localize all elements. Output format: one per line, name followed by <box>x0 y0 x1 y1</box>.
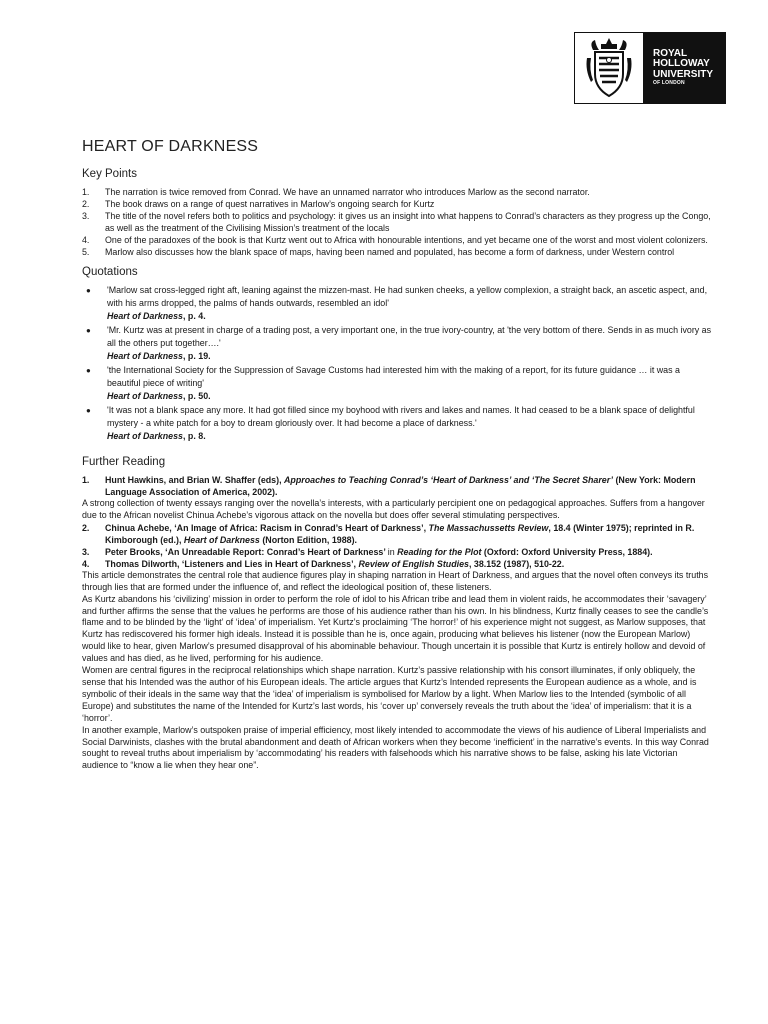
logo-line-holloway: HOLLOWAY <box>653 58 710 70</box>
logo-line-university: UNIVERSITY <box>653 68 714 80</box>
logo-line-royal: ROYAL <box>653 47 688 59</box>
key-points-list <box>82 186 712 258</box>
further-reading-heading: Further Reading <box>82 456 166 468</box>
reading-item: 2. Chinua Achebe, ‘An Image of Africa: Racism in Conrad’s Heart of Darkness’, The Massachussetts Review, 18.4 (Winter 1975); reprinted in R. Kimborough (ed.), Heart of Darkness (Norton Edition, 1988). <box>82 522 695 545</box>
quote-text: 'It was not a blank space any more. It had got filled since my boyhood with rivers and lakes and names. It had ceased to be a blank space of delightful mystery - a white patch for a boy to dream gloriously over. It had become a place of darkness.' <box>107 405 695 428</box>
quote-source: Heart of Darkness, p. 4. <box>107 311 206 321</box>
reading-annotation: Women are central figures in the reciprocal relationships which shape narration. Kurtz’s passive relationship with his consort illuminates, if only obliquely, the sense that his Intended was the author of his European ideals. The article argues that Kurtz’s Intended represents the European audience as a whole, and is symbolic of their ideals in the same way that the ‘idea’ of imperialism is symbolised for Marlow by a light. When Marlow lies to the Intended (symbolic of all Europe) and substitutes the name of the Intended for Kurtz’s last words, his ‘cover up’ conversely reveals the truth about the ‘idea’ of imperialism: that it is a ‘horror’. <box>82 665 697 723</box>
bullet-icon: ● <box>86 286 91 295</box>
reading-annotation: A strong collection of twenty essays ranging over the novella’s interests, with a particularly percipient one on pedagogical approaches. Suffers from a hangover due to the African novelist Chinua Achebe’s vigorous attack on the novella but does offer several stimulating perspectives. <box>82 498 705 520</box>
quote-source: Heart of Darkness, p. 8. <box>107 431 206 441</box>
reading-annotation: As Kurtz abandons his ‘civilizing’ mission in order to perform the role of idol to his African tribe and lead them in violent raids, he accommodates their ‘savagery’ and further affirms the sense that the values he performs are those of his audience rather than his own. In his blindness, Kurtz finally ceases to see the candle’s flame and to be blinded by the ‘light’ of ‘idea’ of imperialism. Yet Kurtz’s proclaiming ‘The horror!’ of his experience might not suggest, as Marlow supposes, that Kurtz has rediscovered his former high ideals. Instead it is possible than he is, once again, producing what believes his listener (now the European Marlow) would like to hear, given Marlow’s presumed disapproval of his abominable behaviour. Though uncertain it is possible that Kurtz is entirely hollow and devoid of values and has died, as he lived, performing for his audience. <box>82 593 709 664</box>
bullet-icon: ● <box>86 366 91 375</box>
university-logo <box>574 32 726 104</box>
logo-line-of-london: OF LONDON <box>653 80 685 87</box>
reading-item: 4. Thomas Dilworth, ‘Listeners and Lies in Heart of Darkness’, Review of English Studies, 38.152 (1987), 510-22. <box>82 558 565 569</box>
list-item: 4. One of the paradoxes of the book is that Kurtz went out to Africa with honourable intentions, and yet became one of the worst and most violent colonizers. <box>82 235 708 245</box>
document-body <box>82 138 712 772</box>
bullet-icon: ● <box>86 406 91 415</box>
quote-text: 'Marlow sat cross-legged right aft, leaning against the mizzen-mast. He had sunken cheeks, a yellow complexion, a straight back, an ascetic aspect, and, with his arms dropped, the palms of hands outwards, resembled an idol' <box>107 285 708 308</box>
quote-item <box>82 364 712 403</box>
page-title: HEART OF DARKNESS <box>82 138 259 155</box>
bullet-icon: ● <box>86 326 91 335</box>
quote-source: Heart of Darkness, p. 19. <box>107 351 211 361</box>
quote-source: Heart of Darkness, p. 50. <box>107 391 211 401</box>
list-item: 3. The title of the novel refers both to politics and psychology: it gives us an insight into what happens to Conrad’s characters as they progress up the Congo, as well as the treatment of the Civilising Mission’s treatment of the locals <box>82 211 711 233</box>
quotations-heading: Quotations <box>82 266 138 278</box>
quote-item <box>82 284 712 323</box>
reading-item: 1. Hunt Hawkins, and Brian W. Shaffer (eds), Approaches to Teaching Conrad’s ‘Heart of Darkness’ and ‘The Secret Sharer’ (New York: Modern Language Association of America, 2002). <box>82 475 696 497</box>
reading-annotation: In another example, Marlow’s outspoken praise of imperial efficiency, most likely intended to accommodate the views of his audience of Liberal Imperialists and Social Darwinists, clashes with the brutal abandonment and death of African workers when they become ‘inefficient’ in the narrative’s events. In this way Conrad sought to reveal truths about imperialism by ‘accommodating’ his readers with falsehoods which his narrative shows to be false, asking his late Victorian audience to “know a lie when they hear one”. <box>82 724 709 771</box>
quote-item <box>82 404 712 443</box>
logo-wordmark <box>644 32 726 104</box>
list-item: 2. The book draws on a range of quest narratives in Marlow’s ongoing search for Kurtz <box>82 199 435 209</box>
crest-shield-icon <box>583 36 635 100</box>
quote-text: 'Mr. Kurtz was at present in charge of a trading post, a very important one, in the true ivory-country, at 'the very bottom of there. Sends in as much ivory as all the others put together….' <box>107 325 712 348</box>
reading-item: 3. Peter Brooks, ‘An Unreadable Report: Conrad’s Heart of Darkness’ in Reading for the Plot (Oxford: Oxford University Press, 1884). <box>82 546 653 557</box>
list-item: 5. Marlow also discusses how the blank space of maps, having been named and populated, has become a form of darkness, under Western control <box>82 247 675 257</box>
crest-icon <box>574 32 644 104</box>
quotations-list <box>82 284 712 443</box>
list-item: 1. The narration is twice removed from Conrad. We have an unnamed narrator who introduces Marlow as the second narrator. <box>82 187 590 197</box>
key-points-heading: Key Points <box>82 168 137 180</box>
quote-item <box>82 324 712 363</box>
reading-annotation: This article demonstrates the central role that audience figures play in shaping narration in Heart of Darkness, and argues that the novel often conveys its truths through lies that are formed under the influence of, and reflect the ideological position of, these listeners. <box>82 569 709 592</box>
quote-text: 'the International Society for the Suppression of Savage Customs had interested him with the making of a report, for its future guidance … it was a beautiful piece of writing' <box>107 365 680 388</box>
